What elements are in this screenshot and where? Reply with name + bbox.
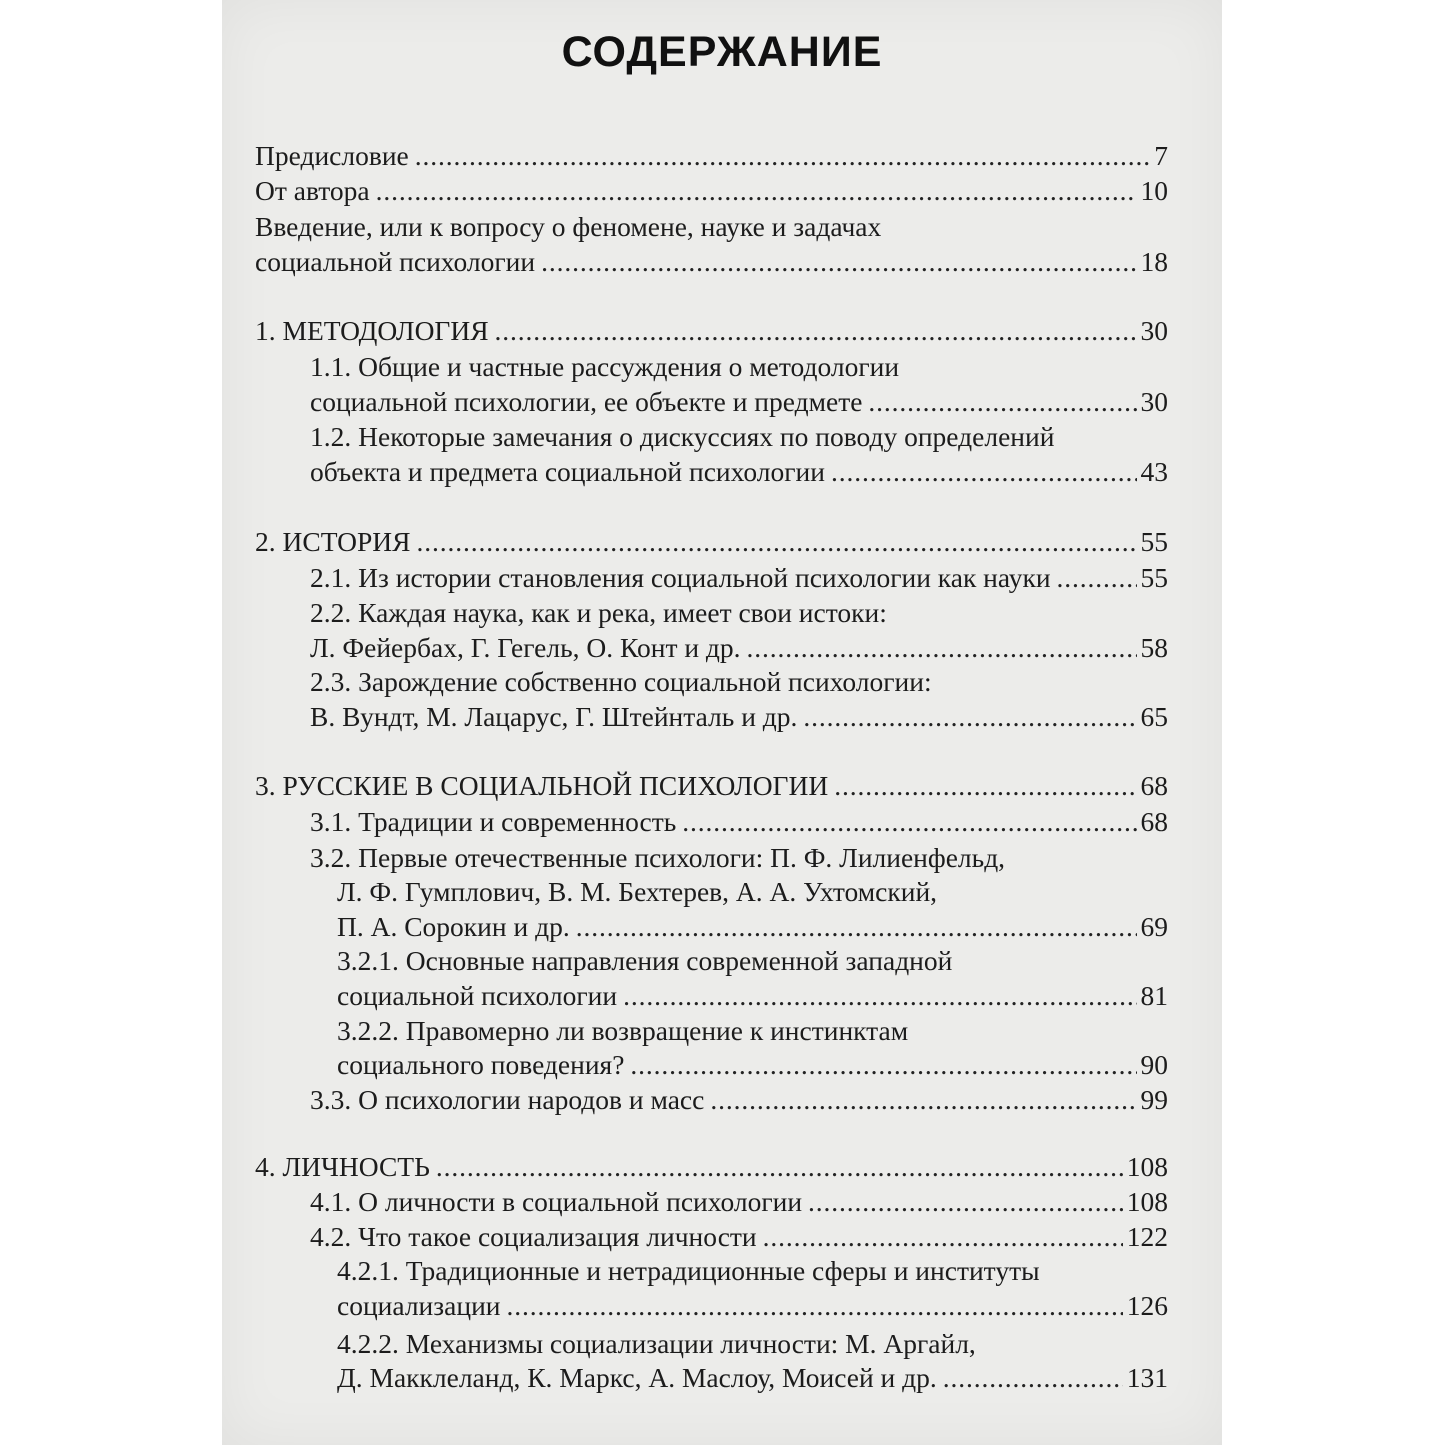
toc-entry [337, 978, 1168, 1014]
toc-entry-text: Предисловие [255, 140, 409, 171]
toc-page-number: 43 [1140, 456, 1168, 487]
toc-entry-text: 4. ЛИЧНОСТЬ [255, 1151, 430, 1182]
toc-page-number: 90 [1140, 1049, 1168, 1080]
toc-leader-dots [868, 384, 1136, 420]
toc-entry [337, 1360, 1168, 1396]
toc-leader-dots [1057, 560, 1137, 596]
toc-entry-text: 2.3. Зарождение собственно социальной психологии: [310, 666, 932, 697]
toc-entry-text: 3.3. О психологии народов и масс [310, 1084, 705, 1115]
toc-entry-text: 3. РУССКИЕ В СОЦИАЛЬНОЙ ПСИХОЛОГИИ [255, 770, 829, 801]
toc-entry-text: 3.2.1. Основные направления современной западной [337, 945, 953, 976]
toc-entry-text: 2.2. Каждая наука, как и река, имеет свои истоки: [310, 597, 887, 628]
toc-entry [310, 1184, 1168, 1220]
toc-entry [337, 909, 1168, 945]
toc-page-number: 68 [1140, 806, 1168, 837]
toc-leader-dots [943, 1360, 1123, 1396]
toc-leader-dots [507, 1288, 1123, 1324]
toc-entry [337, 1047, 1168, 1083]
toc-entry-text: социальной психологии [255, 246, 536, 277]
toc-entry [255, 244, 1168, 280]
toc-entry-line [337, 1013, 908, 1049]
toc-page-number: 122 [1126, 1221, 1168, 1252]
toc-page-number: 108 [1126, 1151, 1168, 1182]
toc-leader-dots [576, 909, 1137, 945]
toc-entry-line [310, 664, 932, 700]
toc-page-number: 18 [1140, 246, 1168, 277]
toc-entry-text: От автора [255, 175, 370, 206]
book-page [222, 0, 1222, 1445]
toc-entry-text: 4.1. О личности в социальной психологии [310, 1186, 803, 1217]
toc-page-number: 68 [1140, 770, 1168, 801]
toc-leader-dots [803, 699, 1136, 735]
toc-leader-dots [831, 454, 1137, 490]
toc-entry-text: Л. Ф. Гумплович, В. М. Бехтерев, А. А. Ухтомский, [337, 876, 938, 907]
toc-chapter [255, 1149, 1168, 1185]
toc-page-number: 30 [1140, 386, 1168, 417]
toc-entry-line [310, 840, 1005, 876]
toc-leader-dots [376, 173, 1137, 209]
toc-entry-text: Д. Макклеланд, К. Маркс, А. Маслоу, Моисей и др. [337, 1362, 937, 1393]
toc-entry [310, 384, 1168, 420]
toc-entry [310, 1219, 1168, 1255]
toc-entry-text: 1. МЕТОДОЛОГИЯ [255, 315, 489, 346]
toc-entry [337, 1288, 1168, 1324]
table-of-contents [222, 0, 1222, 1445]
toc-entry-text: 4.2.2. Механизмы социализации личности: М. Аргайл, [337, 1328, 976, 1359]
toc-entry-text: 3.2. Первые отечественные психологи: П. Ф. Лилиенфельд, [310, 842, 1006, 873]
toc-leader-dots [747, 630, 1137, 666]
page-title: СОДЕРЖАНИЕ [561, 28, 883, 76]
toc-leader-dots [710, 1082, 1136, 1118]
toc-page-number: 81 [1140, 980, 1168, 1011]
toc-entry [255, 173, 1168, 209]
toc-page-number: 7 [1154, 140, 1168, 171]
toc-entry-line [255, 209, 881, 245]
toc-entry-text: социализации [337, 1290, 501, 1321]
toc-page-number: 10 [1140, 175, 1168, 206]
toc-entry [310, 804, 1168, 840]
toc-entry-line [337, 943, 952, 979]
toc-entry-line [310, 349, 899, 385]
toc-entry-text: 3.2.2. Правомерно ли возвращение к инстинктам [337, 1015, 909, 1046]
toc-leader-dots [541, 244, 1136, 280]
toc-entry-line [310, 595, 887, 631]
toc-entry-line [310, 419, 1054, 455]
toc-entry-text: социальной психологии [337, 980, 618, 1011]
toc-entry-text: Введение, или к вопросу о феномене, науке и задачах [255, 211, 882, 242]
toc-entry-text: 2.1. Из истории становления социальной психологии как науки [310, 562, 1051, 593]
toc-leader-dots [808, 1184, 1123, 1220]
toc-page-number: 131 [1126, 1362, 1168, 1393]
toc-entry [310, 699, 1168, 735]
toc-page-number: 65 [1140, 701, 1168, 732]
toc-leader-dots [436, 1149, 1123, 1185]
toc-entry-text: 1.2. Некоторые замечания о дискуссиях по поводу определений [310, 421, 1055, 452]
toc-entry-line [337, 1326, 976, 1362]
toc-leader-dots [495, 313, 1137, 349]
toc-entry-text: 4.2. Что такое социализация личности [310, 1221, 757, 1252]
toc-entry-text: 1.1. Общие и частные рассуждения о методологии [310, 351, 900, 382]
toc-leader-dots [417, 524, 1137, 560]
toc-page-number: 126 [1126, 1290, 1168, 1321]
toc-chapter [255, 768, 1168, 804]
toc-page-number: 58 [1140, 632, 1168, 663]
toc-entry-text: В. Вундт, М. Лацарус, Г. Штейнталь и др. [310, 701, 798, 732]
toc-leader-dots [834, 768, 1136, 804]
toc-page-number: 55 [1140, 562, 1168, 593]
toc-page-number: 55 [1140, 526, 1168, 557]
toc-chapter [255, 313, 1168, 349]
toc-leader-dots [763, 1219, 1123, 1255]
toc-chapter [255, 524, 1168, 560]
toc-entry-text: П. А. Сорокин и др. [337, 911, 570, 942]
toc-leader-dots [630, 1047, 1136, 1083]
toc-entry-text: 3.1. Традиции и современность [310, 806, 677, 837]
toc-page-number: 108 [1126, 1186, 1168, 1217]
toc-entry [255, 138, 1168, 174]
toc-leader-dots [623, 978, 1136, 1014]
toc-leader-dots [415, 138, 1151, 174]
toc-entry-text: объекта и предмета социальной психологии [310, 456, 825, 487]
toc-entry [310, 454, 1168, 490]
toc-entry [310, 1082, 1168, 1118]
toc-entry-text: 4.2.1. Традиционные и нетрадиционные сферы и институты [337, 1255, 1040, 1286]
toc-entry-text: социального поведения? [337, 1049, 625, 1080]
toc-entry-text: 2. ИСТОРИЯ [255, 526, 411, 557]
toc-entry-text: социальной психологии, ее объекте и предмете [310, 386, 863, 417]
toc-entry-line [337, 874, 937, 910]
toc-entry [310, 560, 1168, 596]
toc-entry-text: Л. Фейербах, Г. Гегель, О. Конт и др. [310, 632, 741, 663]
toc-page-number: 30 [1140, 315, 1168, 346]
toc-entry-line [337, 1253, 1040, 1289]
toc-leader-dots [682, 804, 1136, 840]
toc-page-number: 69 [1140, 911, 1168, 942]
toc-page-number: 99 [1140, 1084, 1168, 1115]
toc-entry [310, 630, 1168, 666]
